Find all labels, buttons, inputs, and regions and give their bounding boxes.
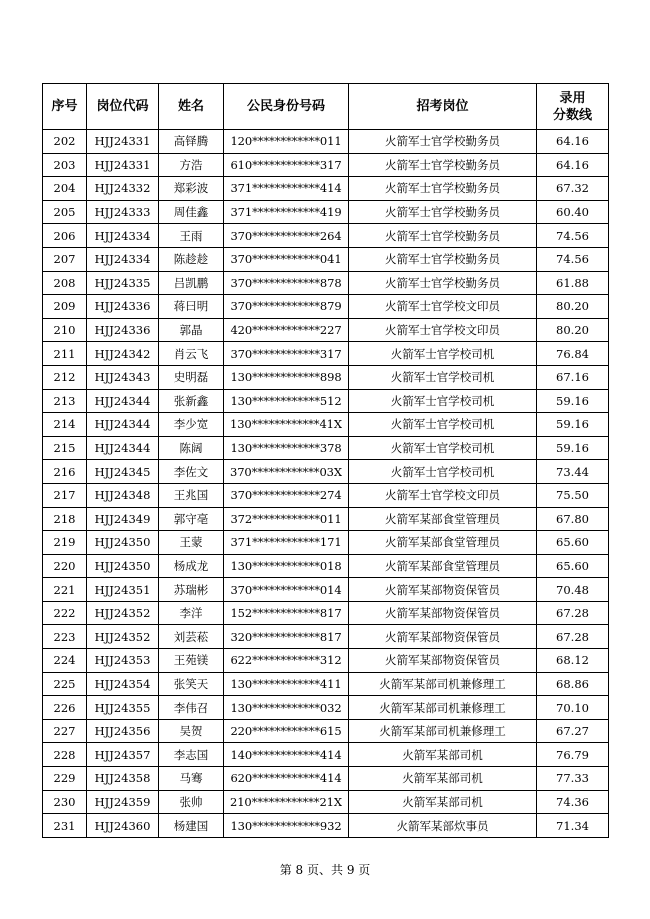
page-footer: 第 8 页、共 9 页 (279, 863, 371, 877)
cell-score: 67.80 (537, 507, 609, 531)
cell-name: 李伟召 (159, 696, 224, 720)
cell-id-number: 130************018 (224, 554, 349, 578)
cell-score: 75.50 (537, 483, 609, 507)
cell-score: 77.33 (537, 767, 609, 791)
cell-name: 王雨 (159, 224, 224, 248)
cell-seq: 209 (43, 295, 87, 319)
cell-score: 64.16 (537, 153, 609, 177)
table-row (43, 318, 609, 342)
cell-position-code: HJJ24333 (87, 200, 159, 224)
cell-score: 70.48 (537, 578, 609, 602)
cell-name: 郭晶 (159, 318, 224, 342)
cell-position-code: HJJ24354 (87, 672, 159, 696)
cell-name: 陈阔 (159, 436, 224, 460)
cell-score: 74.56 (537, 224, 609, 248)
table-row (43, 625, 609, 649)
header-position-code: 岗位代码 (87, 84, 159, 130)
cell-score: 67.32 (537, 177, 609, 201)
cell-recruit-position: 火箭军士官学校勤务员 (349, 177, 537, 201)
cell-recruit-position: 火箭军某部炊事员 (349, 814, 537, 838)
cell-score: 67.28 (537, 601, 609, 625)
cell-score: 60.40 (537, 200, 609, 224)
cell-recruit-position: 火箭军士官学校司机 (349, 365, 537, 389)
table-row (43, 814, 609, 838)
header-id-number: 公民身份号码 (224, 84, 349, 130)
cell-name: 李少宽 (159, 413, 224, 437)
cell-seq: 229 (43, 767, 87, 791)
cell-position-code: HJJ24352 (87, 601, 159, 625)
cell-name: 张笑天 (159, 672, 224, 696)
cell-id-number: 220************615 (224, 719, 349, 743)
cell-recruit-position: 火箭军某部物资保管员 (349, 601, 537, 625)
cell-seq: 202 (43, 130, 87, 154)
cell-id-number: 622************312 (224, 649, 349, 673)
cell-seq: 206 (43, 224, 87, 248)
cell-id-number: 130************378 (224, 436, 349, 460)
cell-id-number: 210************21X (224, 790, 349, 814)
cell-name: 王兆国 (159, 483, 224, 507)
cell-seq: 222 (43, 601, 87, 625)
cell-seq: 215 (43, 436, 87, 460)
cell-name: 陈趁趁 (159, 247, 224, 271)
cell-seq: 211 (43, 342, 87, 366)
cell-score: 65.60 (537, 531, 609, 555)
cell-score: 76.84 (537, 342, 609, 366)
cell-id-number: 130************932 (224, 814, 349, 838)
cell-score: 67.27 (537, 719, 609, 743)
cell-recruit-position: 火箭军士官学校勤务员 (349, 130, 537, 154)
cell-id-number: 130************411 (224, 672, 349, 696)
cell-recruit-position: 火箭军某部司机 (349, 743, 537, 767)
cell-name: 高铎腾 (159, 130, 224, 154)
cell-score: 59.16 (537, 436, 609, 460)
cell-recruit-position: 火箭军某部物资保管员 (349, 649, 537, 673)
cell-seq: 212 (43, 365, 87, 389)
cell-seq: 224 (43, 649, 87, 673)
cell-seq: 228 (43, 743, 87, 767)
cell-name: 郑彩波 (159, 177, 224, 201)
cell-seq: 203 (43, 153, 87, 177)
table-row (43, 790, 609, 814)
table-row (43, 436, 609, 460)
cell-score: 74.36 (537, 790, 609, 814)
table-row (43, 483, 609, 507)
cell-id-number: 130************898 (224, 365, 349, 389)
cell-id-number: 130************032 (224, 696, 349, 720)
cell-id-number: 370************03X (224, 460, 349, 484)
table-row (43, 531, 609, 555)
cell-recruit-position: 火箭军士官学校文印员 (349, 318, 537, 342)
cell-position-code: HJJ24344 (87, 436, 159, 460)
cell-recruit-position: 火箭军某部物资保管员 (349, 625, 537, 649)
cell-seq: 219 (43, 531, 87, 555)
table-row (43, 295, 609, 319)
cell-seq: 216 (43, 460, 87, 484)
table-row (43, 554, 609, 578)
cell-name: 周佳鑫 (159, 200, 224, 224)
cell-recruit-position: 火箭军士官学校勤务员 (349, 271, 537, 295)
table-row (43, 649, 609, 673)
table-header-row (43, 84, 609, 130)
cell-position-code: HJJ24343 (87, 365, 159, 389)
cell-recruit-position: 火箭军士官学校勤务员 (349, 153, 537, 177)
cell-id-number: 370************317 (224, 342, 349, 366)
cell-name: 杨建国 (159, 814, 224, 838)
cell-id-number: 130************41X (224, 413, 349, 437)
table-row (43, 767, 609, 791)
table-row (43, 672, 609, 696)
header-name: 姓名 (159, 84, 224, 130)
cell-position-code: HJJ24356 (87, 719, 159, 743)
cell-position-code: HJJ24344 (87, 413, 159, 437)
cell-position-code: HJJ24334 (87, 247, 159, 271)
cell-recruit-position: 火箭军士官学校勤务员 (349, 247, 537, 271)
header-seq: 序号 (43, 84, 87, 130)
cell-seq: 204 (43, 177, 87, 201)
cell-position-code: HJJ24342 (87, 342, 159, 366)
cell-recruit-position: 火箭军某部司机兼修理工 (349, 719, 537, 743)
cell-position-code: HJJ24352 (87, 625, 159, 649)
table-row (43, 719, 609, 743)
cell-position-code: HJJ24332 (87, 177, 159, 201)
cell-position-code: HJJ24349 (87, 507, 159, 531)
cell-seq: 214 (43, 413, 87, 437)
cell-score: 68.12 (537, 649, 609, 673)
cell-name: 王苑镁 (159, 649, 224, 673)
cell-score: 71.34 (537, 814, 609, 838)
header-score-line (537, 84, 609, 130)
cell-seq: 221 (43, 578, 87, 602)
cell-id-number: 370************041 (224, 247, 349, 271)
cell-name: 张新鑫 (159, 389, 224, 413)
cell-name: 马骞 (159, 767, 224, 791)
admission-score-table (42, 83, 609, 838)
cell-seq: 227 (43, 719, 87, 743)
cell-name: 张帅 (159, 790, 224, 814)
header-score-line-1: 录用 (559, 90, 586, 106)
cell-name: 刘芸菘 (159, 625, 224, 649)
cell-seq: 208 (43, 271, 87, 295)
cell-name: 郭守亳 (159, 507, 224, 531)
table-row (43, 460, 609, 484)
table-body (43, 130, 609, 838)
cell-id-number: 371************414 (224, 177, 349, 201)
cell-position-code: HJJ24357 (87, 743, 159, 767)
cell-position-code: HJJ24350 (87, 531, 159, 555)
cell-name: 吕凯鹏 (159, 271, 224, 295)
cell-score: 59.16 (537, 413, 609, 437)
cell-recruit-position: 火箭军某部司机兼修理工 (349, 696, 537, 720)
cell-position-code: HJJ24336 (87, 295, 159, 319)
cell-id-number: 620************414 (224, 767, 349, 791)
cell-position-code: HJJ24331 (87, 130, 159, 154)
cell-name: 李佐文 (159, 460, 224, 484)
cell-seq: 220 (43, 554, 87, 578)
cell-score: 67.16 (537, 365, 609, 389)
table-row (43, 696, 609, 720)
cell-score: 67.28 (537, 625, 609, 649)
table-row (43, 365, 609, 389)
cell-position-code: HJJ24334 (87, 224, 159, 248)
cell-name: 苏瑞彬 (159, 578, 224, 602)
cell-score: 59.16 (537, 389, 609, 413)
cell-name: 李志国 (159, 743, 224, 767)
header-score-line-2: 分数线 (552, 107, 592, 123)
cell-recruit-position: 火箭军某部食堂管理员 (349, 507, 537, 531)
cell-recruit-position: 火箭军士官学校勤务员 (349, 224, 537, 248)
cell-seq: 207 (43, 247, 87, 271)
cell-name: 方浩 (159, 153, 224, 177)
header-recruit-position: 招考岗位 (349, 84, 537, 130)
cell-recruit-position: 火箭军某部食堂管理员 (349, 531, 537, 555)
table-row (43, 177, 609, 201)
cell-score: 68.86 (537, 672, 609, 696)
table-row (43, 271, 609, 295)
table-row (43, 247, 609, 271)
cell-seq: 231 (43, 814, 87, 838)
table-row (43, 130, 609, 154)
cell-seq: 210 (43, 318, 87, 342)
cell-id-number: 420************227 (224, 318, 349, 342)
cell-id-number: 370************014 (224, 578, 349, 602)
cell-recruit-position: 火箭军士官学校司机 (349, 413, 537, 437)
cell-score: 70.10 (537, 696, 609, 720)
cell-recruit-position: 火箭军某部司机 (349, 767, 537, 791)
cell-position-code: HJJ24335 (87, 271, 159, 295)
table-row (43, 578, 609, 602)
cell-seq: 217 (43, 483, 87, 507)
cell-id-number: 370************274 (224, 483, 349, 507)
cell-recruit-position: 火箭军士官学校文印员 (349, 295, 537, 319)
cell-seq: 213 (43, 389, 87, 413)
cell-score: 65.60 (537, 554, 609, 578)
cell-score: 76.79 (537, 743, 609, 767)
cell-score: 64.16 (537, 130, 609, 154)
cell-seq: 225 (43, 672, 87, 696)
table-row (43, 224, 609, 248)
cell-position-code: HJJ24358 (87, 767, 159, 791)
cell-name: 肖云飞 (159, 342, 224, 366)
cell-position-code: HJJ24353 (87, 649, 159, 673)
cell-position-code: HJJ24351 (87, 578, 159, 602)
table-row (43, 342, 609, 366)
cell-seq: 223 (43, 625, 87, 649)
table-row (43, 601, 609, 625)
table-row (43, 200, 609, 224)
cell-id-number: 370************878 (224, 271, 349, 295)
table-row (43, 389, 609, 413)
cell-id-number: 610************317 (224, 153, 349, 177)
table-row (43, 743, 609, 767)
cell-position-code: HJJ24336 (87, 318, 159, 342)
cell-position-code: HJJ24345 (87, 460, 159, 484)
cell-name: 王蒙 (159, 531, 224, 555)
cell-position-code: HJJ24359 (87, 790, 159, 814)
cell-recruit-position: 火箭军士官学校勤务员 (349, 200, 537, 224)
cell-seq: 230 (43, 790, 87, 814)
cell-id-number: 371************419 (224, 200, 349, 224)
cell-name: 李洋 (159, 601, 224, 625)
cell-id-number: 320************817 (224, 625, 349, 649)
table-row (43, 413, 609, 437)
cell-name: 杨成龙 (159, 554, 224, 578)
cell-recruit-position: 火箭军某部司机兼修理工 (349, 672, 537, 696)
cell-seq: 226 (43, 696, 87, 720)
cell-recruit-position: 火箭军某部食堂管理员 (349, 554, 537, 578)
cell-name: 史明磊 (159, 365, 224, 389)
cell-recruit-position: 火箭军士官学校司机 (349, 389, 537, 413)
cell-score: 73.44 (537, 460, 609, 484)
cell-position-code: HJJ24350 (87, 554, 159, 578)
cell-id-number: 371************171 (224, 531, 349, 555)
cell-score: 80.20 (537, 295, 609, 319)
cell-score: 74.56 (537, 247, 609, 271)
cell-position-code: HJJ24348 (87, 483, 159, 507)
cell-recruit-position: 火箭军某部司机 (349, 790, 537, 814)
cell-position-code: HJJ24331 (87, 153, 159, 177)
cell-position-code: HJJ24355 (87, 696, 159, 720)
cell-id-number: 120************011 (224, 130, 349, 154)
cell-id-number: 370************264 (224, 224, 349, 248)
cell-id-number: 372************011 (224, 507, 349, 531)
cell-seq: 218 (43, 507, 87, 531)
cell-seq: 205 (43, 200, 87, 224)
cell-recruit-position: 火箭军士官学校文印员 (349, 483, 537, 507)
cell-name: 蒋曰明 (159, 295, 224, 319)
cell-position-code: HJJ24360 (87, 814, 159, 838)
cell-recruit-position: 火箭军士官学校司机 (349, 342, 537, 366)
cell-id-number: 370************879 (224, 295, 349, 319)
cell-recruit-position: 火箭军士官学校司机 (349, 460, 537, 484)
cell-position-code: HJJ24344 (87, 389, 159, 413)
cell-id-number: 130************512 (224, 389, 349, 413)
cell-id-number: 140************414 (224, 743, 349, 767)
table-row (43, 507, 609, 531)
cell-recruit-position: 火箭军某部物资保管员 (349, 578, 537, 602)
cell-id-number: 152************817 (224, 601, 349, 625)
cell-name: 吴贺 (159, 719, 224, 743)
table-row (43, 153, 609, 177)
cell-score: 80.20 (537, 318, 609, 342)
cell-score: 61.88 (537, 271, 609, 295)
cell-recruit-position: 火箭军士官学校司机 (349, 436, 537, 460)
